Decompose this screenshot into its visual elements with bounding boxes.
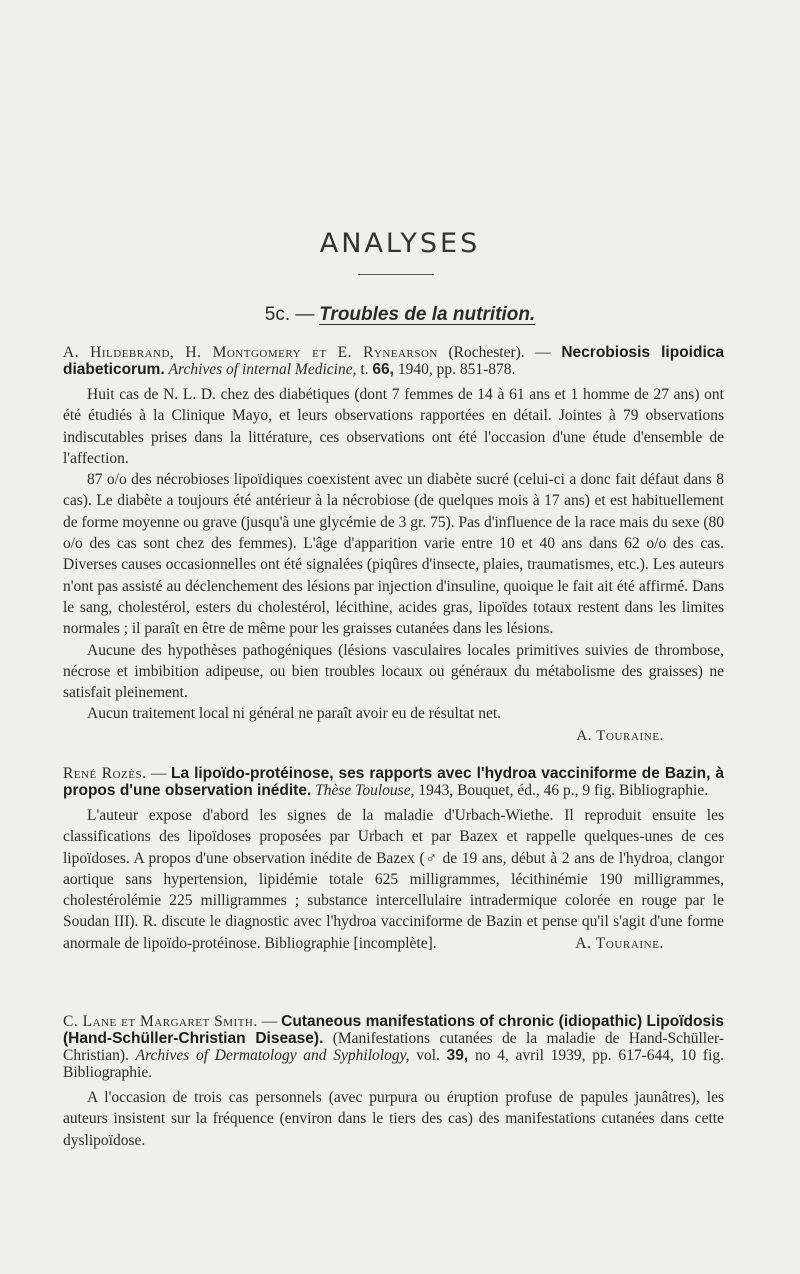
entry-1-source: Archives of internal Medicine, (168, 361, 357, 378)
entry-2-place: — (151, 765, 167, 782)
section-number: 5c. — (264, 304, 315, 325)
entry-3-paragraph: A l'occasion de trois cas personnels (avec purpura ou éruption profuse de papules jaunâtres), les auteurs insistent sur la fréquence (environ dans le tiers des cas) des manifestations cutanées dans cette dyslipoïdose. (63, 1089, 724, 1149)
entry-3-pre-volume: vol. (416, 1047, 440, 1064)
entry-1-title: Necrobiosis lipoidica diabeticorum. (63, 344, 724, 378)
entry-1-place: (Rochester). — (448, 344, 551, 361)
entry-1-paragraph: Aucun traitement local ni général ne paraît avoir eu de résultat net. (87, 705, 502, 723)
entry-3-authors: C. Lane et Margaret Smith. (63, 1013, 258, 1030)
entry-3-volume: 39, (446, 1047, 469, 1064)
entry-1-paragraph: Aucune des hypothèses pathogéniques (lésions vasculaires locales primitives suivies de thrombose, nécrose et imbibition adipeuse, ou bien troubles locaux ou généraux du métabolisme des graisses) ne satisfait pleinement. (63, 641, 724, 702)
entry-3 (63, 1013, 724, 1151)
entry-2-paragraph-text: L'auteur expose d'abord les signes de la maladie d'Urbach-Wiethe. Il reproduit ensuite les classifications des lipoïdoses proposées par Urbach et par Bazex et rappelle quelques-unes de ces lipoïdoses. A propos d'une observation inédite de Bazex (♂ de 19 ans, début à 2 ans de l'hydroa, clangor aortique sans hypertension, lipidémie totale 625 milligrammes, lécithinémie 190 milligrammes, cholestérolémie 225 milligrammes ; substance intercellulaire intradermique colorée en rouge par le Soudan III). R. discute le diagnostic avec l'hydroa vacciniforme de Bazin et pense qu'il s'agit d'une forme anormale de lipoïdo-protéinose. Bibliographie [incomplète]. (63, 807, 724, 952)
entry-3-pages: no 4, avril 1939, pp. 617-644, 10 fig. Bibliographie. (63, 1047, 724, 1081)
entry-1-pre-volume: t. (360, 361, 369, 378)
entry-2-paragraph (63, 805, 724, 954)
entry-1 (63, 344, 724, 745)
entry-2-citation (63, 765, 724, 799)
entry-1-citation (63, 344, 724, 378)
section-title (0, 304, 800, 326)
entry-1-volume: 66, (372, 361, 394, 378)
entry-2-signature: A. Touraine. (575, 934, 664, 952)
entry-2-title: La lipoïdo-protéinose, ses rapports avec l'hydroa vacciniforme de Bazin, à propos d'une observation inédite. (63, 765, 725, 799)
entry-3-source: Archives of Dermatology and Syphilology, (135, 1047, 410, 1064)
entry-1-paragraph: Huit cas de N. L. D. chez des diabétiques (dont 7 femmes de 14 à 61 ans et 1 homme de 27 ans) ont été étudiés à la Clinique Mayo, et leurs observations rapportées en détail. Jointes à 79 observations indiscutables prises dans la littérature, ces observations ont été l'occasion d'une étude d'ensemble de l'affection. (63, 386, 724, 467)
entry-3-translation: (Manifestations cutanées de la maladie de Hand-Schüller-Christian). (63, 1030, 725, 1064)
entry-3-title: Cutaneous manifestations of chronic (idiopathic) Lipoïdosis (Hand-Schüller-Christian Disease). (63, 1013, 725, 1047)
heading-rule (358, 274, 434, 275)
entry-3-citation (63, 1013, 724, 1081)
page-heading: ANALYSES (319, 228, 481, 259)
entry-1-paragraph: 87 o/o des nécrobioses lipoïdiques coexistent avec un diabète sucré (celui-ci a donc fait défaut dans 8 cas). Le diabète a toujours été antérieur à la nécrobiose (de quelques mois à 17 ans) et est habituellement de forme moyenne ou grave (jusqu'à une glycémie de 3 gr. 75). Pas d'influence de la race mais du sexe (80 o/o des cas sont chez des femmes). L'âge d'apparition varie entre 10 et 40 ans dans 62 o/o des cas. Diverses causes occasionnelles ont été signalées (piqûres d'insecte, plaies, traumatismes, etc.). Les auteurs n'ont pas assisté au déclenchement des lésions par injection d'insuline, quoique le fait ait été affirmé. Dans le sang, cholestérol, esters du cholestérol, lécithine, acides gras, lipoïdes totaux restent dans les limites normales ; il paraît en être de même pour les graisses cutanées dans les lésions. (63, 471, 724, 638)
entry-2-pages: 1943, Bouquet, éd., 46 p., 9 fig. Bibliographie. (418, 782, 709, 799)
entry-1-authors: A. Hildebrand, H. Montgomery et E. Rynearson (63, 344, 438, 361)
entry-2 (63, 765, 724, 954)
entry-1-pages: 1940, pp. 851-878. (397, 361, 516, 378)
entry-2-authors: René Rozès. (63, 765, 147, 782)
entry-1-signature: A. Touraine. (576, 727, 664, 744)
section-name: Troubles de la nutrition. (319, 304, 536, 325)
entry-2-source: Thèse Toulouse, (315, 782, 415, 799)
entry-3-place: — (261, 1013, 278, 1030)
